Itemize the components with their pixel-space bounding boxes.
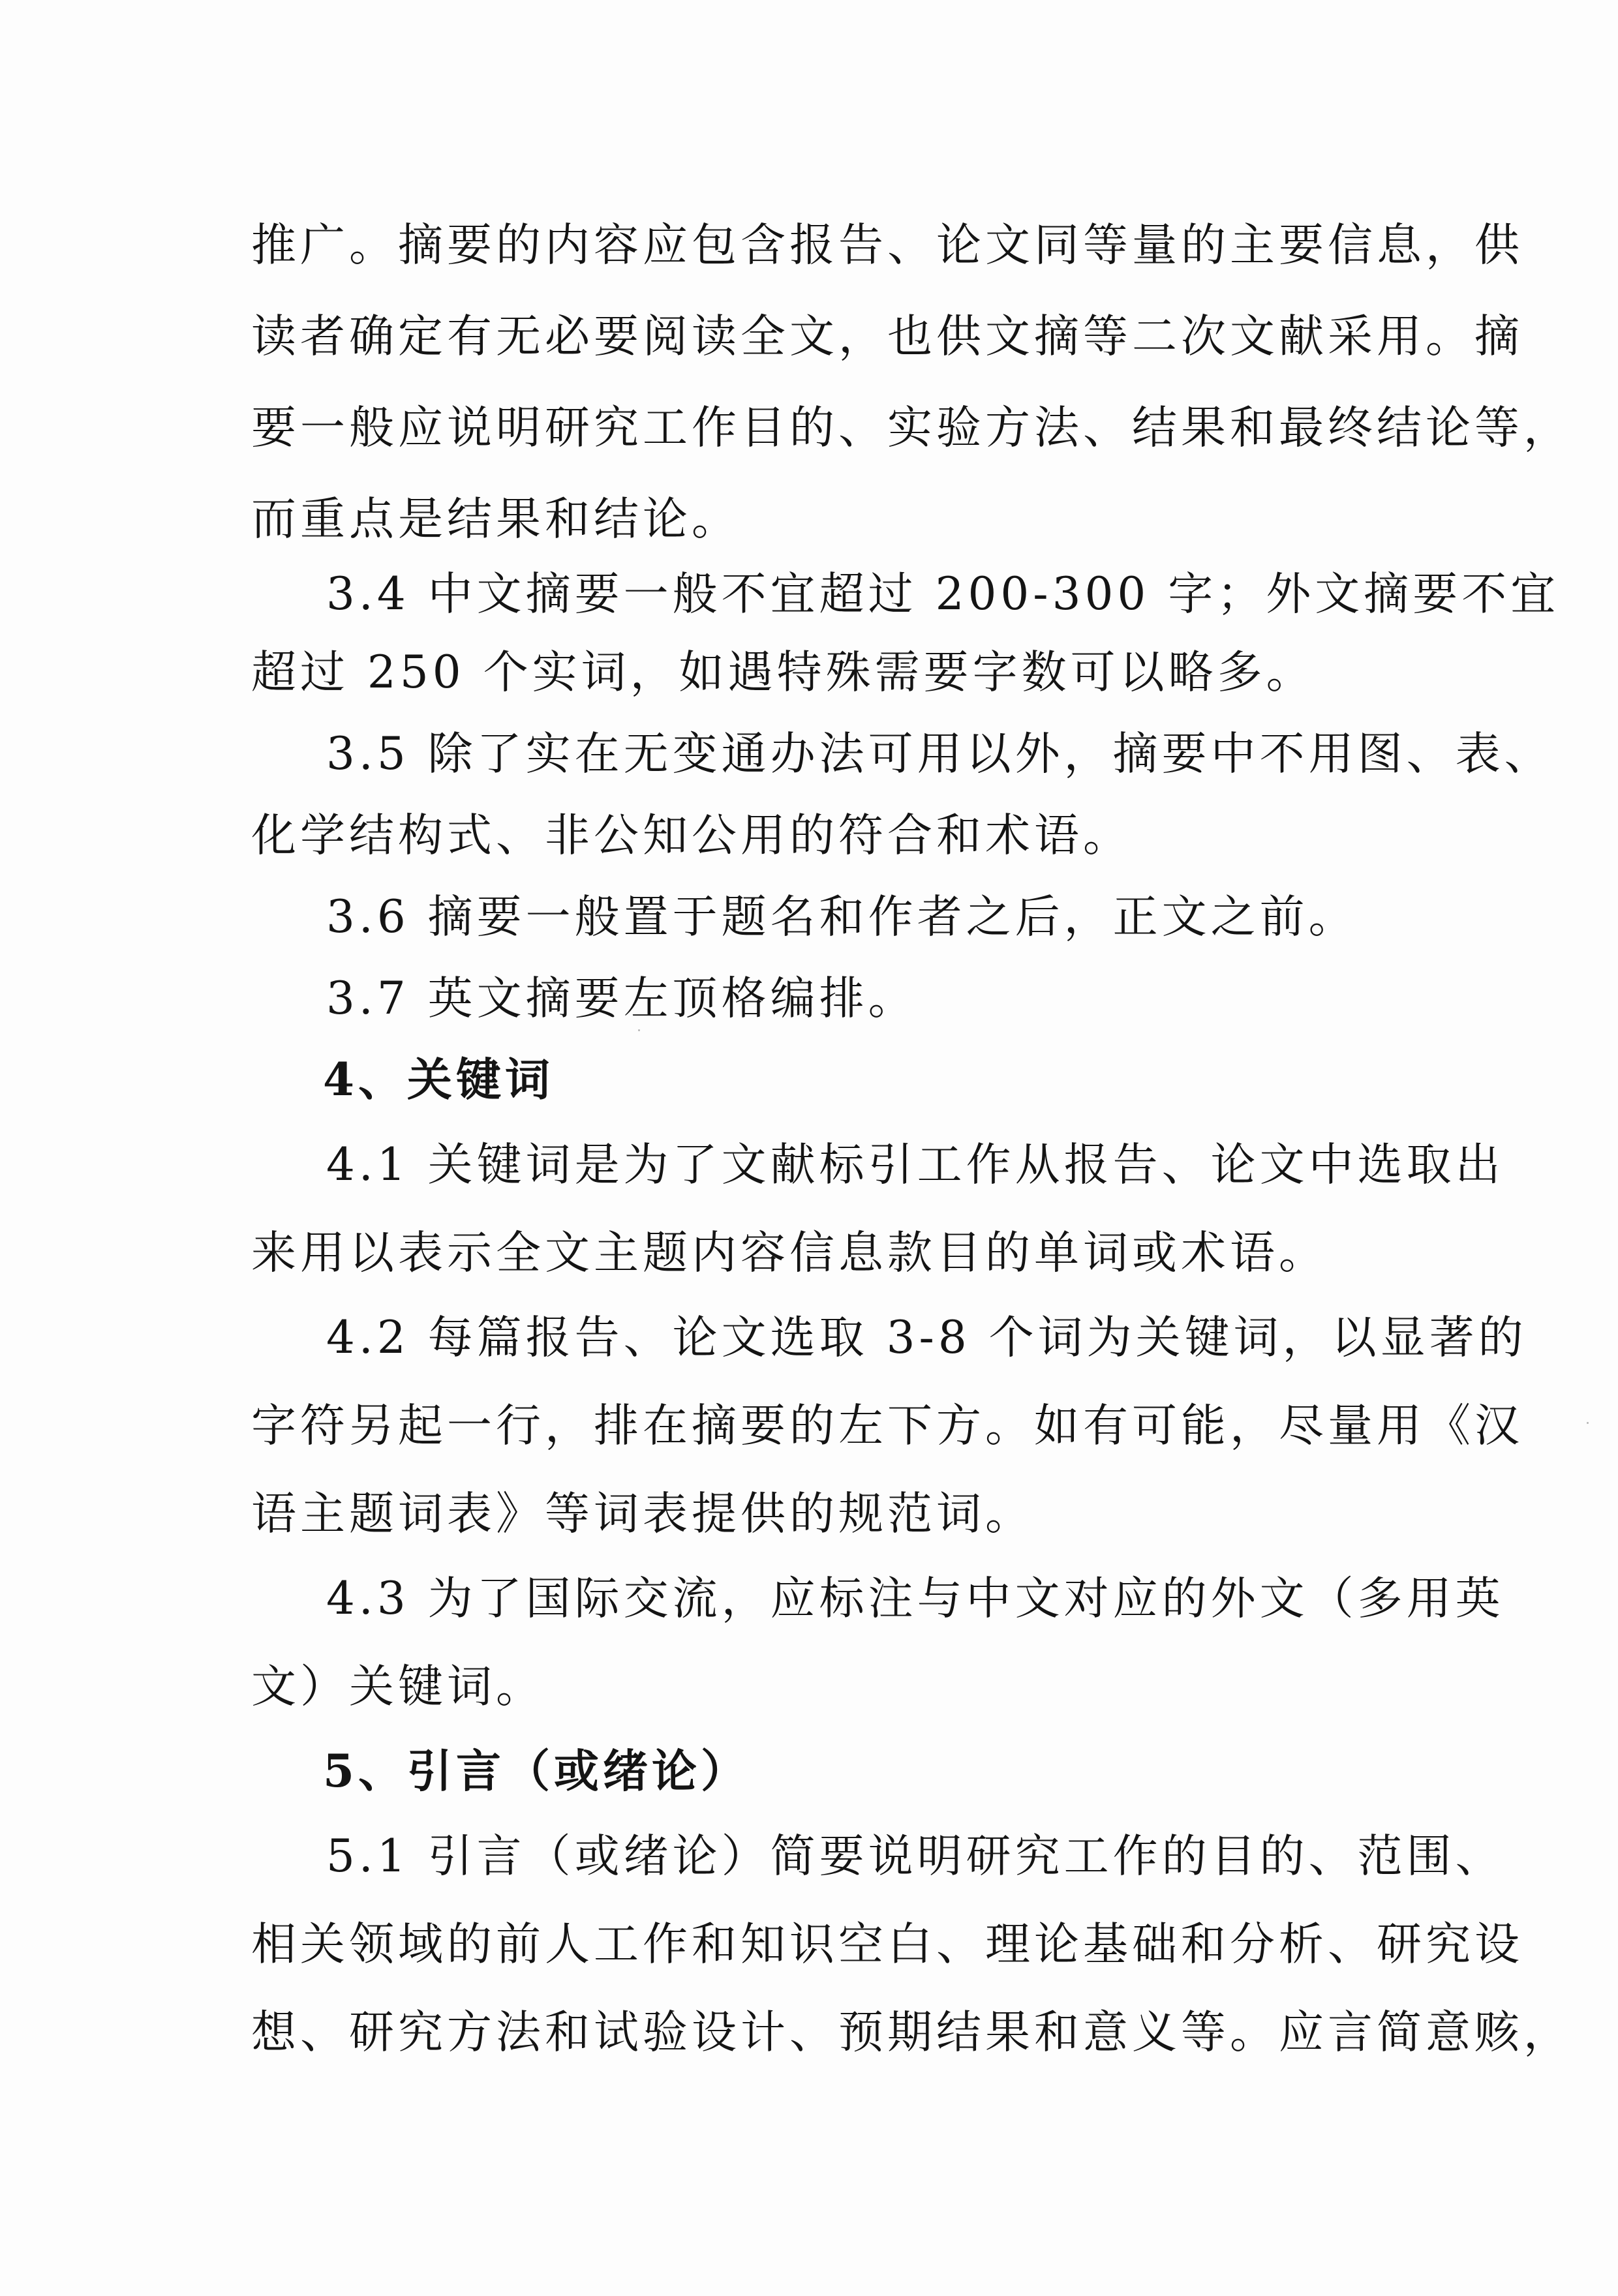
text-line: 想、研究方法和试验设计、预期结果和意义等。应言简意赅，	[251, 2006, 1572, 2059]
text-line: 超过 250 个实词，如遇特殊需要字数可以略多。	[251, 646, 1315, 699]
text-line: 3.7 英文摘要左顶格编排。	[326, 973, 917, 1025]
text-line: 化学结构式、非公知公用的符合和术语。	[251, 809, 1132, 862]
text-line: 来用以表示全文主题内容信息款目的单词或术语。	[251, 1227, 1328, 1279]
section-heading: 5、引言（或绪论）	[323, 1745, 750, 1798]
text-line: 4.2 每篇报告、论文选取 3-8 个词为关键词，以显著的	[326, 1312, 1527, 1364]
text-line: 相关领域的前人工作和知识空白、理论基础和分析、研究设	[251, 1918, 1523, 1971]
text-line: 读者确定有无必要阅读全文，也供文摘等二次文献采用。摘	[251, 310, 1523, 363]
text-line: 4.1 关键词是为了文献标引工作从报告、论文中选取出	[326, 1139, 1504, 1191]
text-line: 3.4 中文摘要一般不宜超过 200-300 字；外文摘要不宜	[326, 568, 1560, 620]
text-line: 要一般应说明研究工作目的、实验方法、结果和最终结论等，	[251, 402, 1572, 454]
scan-speck	[638, 1029, 640, 1031]
text-line: 4.3 为了国际交流，应标注与中文对应的外文（多用英	[326, 1573, 1504, 1625]
text-line: 而重点是结果和结论。	[251, 493, 740, 545]
text-line: 推广。摘要的内容应包含报告、论文同等量的主要信息，供	[251, 219, 1523, 271]
scan-speck	[1587, 1422, 1589, 1424]
text-line: 3.5 除了实在无变通办法可用以外，摘要中不用图、表、	[326, 728, 1553, 780]
text-line: 文）关键词。	[251, 1661, 545, 1713]
text-line: 语主题词表》等词表提供的规范词。	[251, 1488, 1034, 1540]
text-line: 字符另起一行，排在摘要的左下方。如有可能，尽量用《汉	[251, 1400, 1523, 1452]
text-line: 5.1 引言（或绪论）简要说明研究工作的目的、范围、	[326, 1830, 1504, 1882]
section-heading: 4、关键词	[323, 1053, 555, 1106]
text-line: 3.6 摘要一般置于题名和作者之后，正文之前。	[326, 891, 1358, 943]
